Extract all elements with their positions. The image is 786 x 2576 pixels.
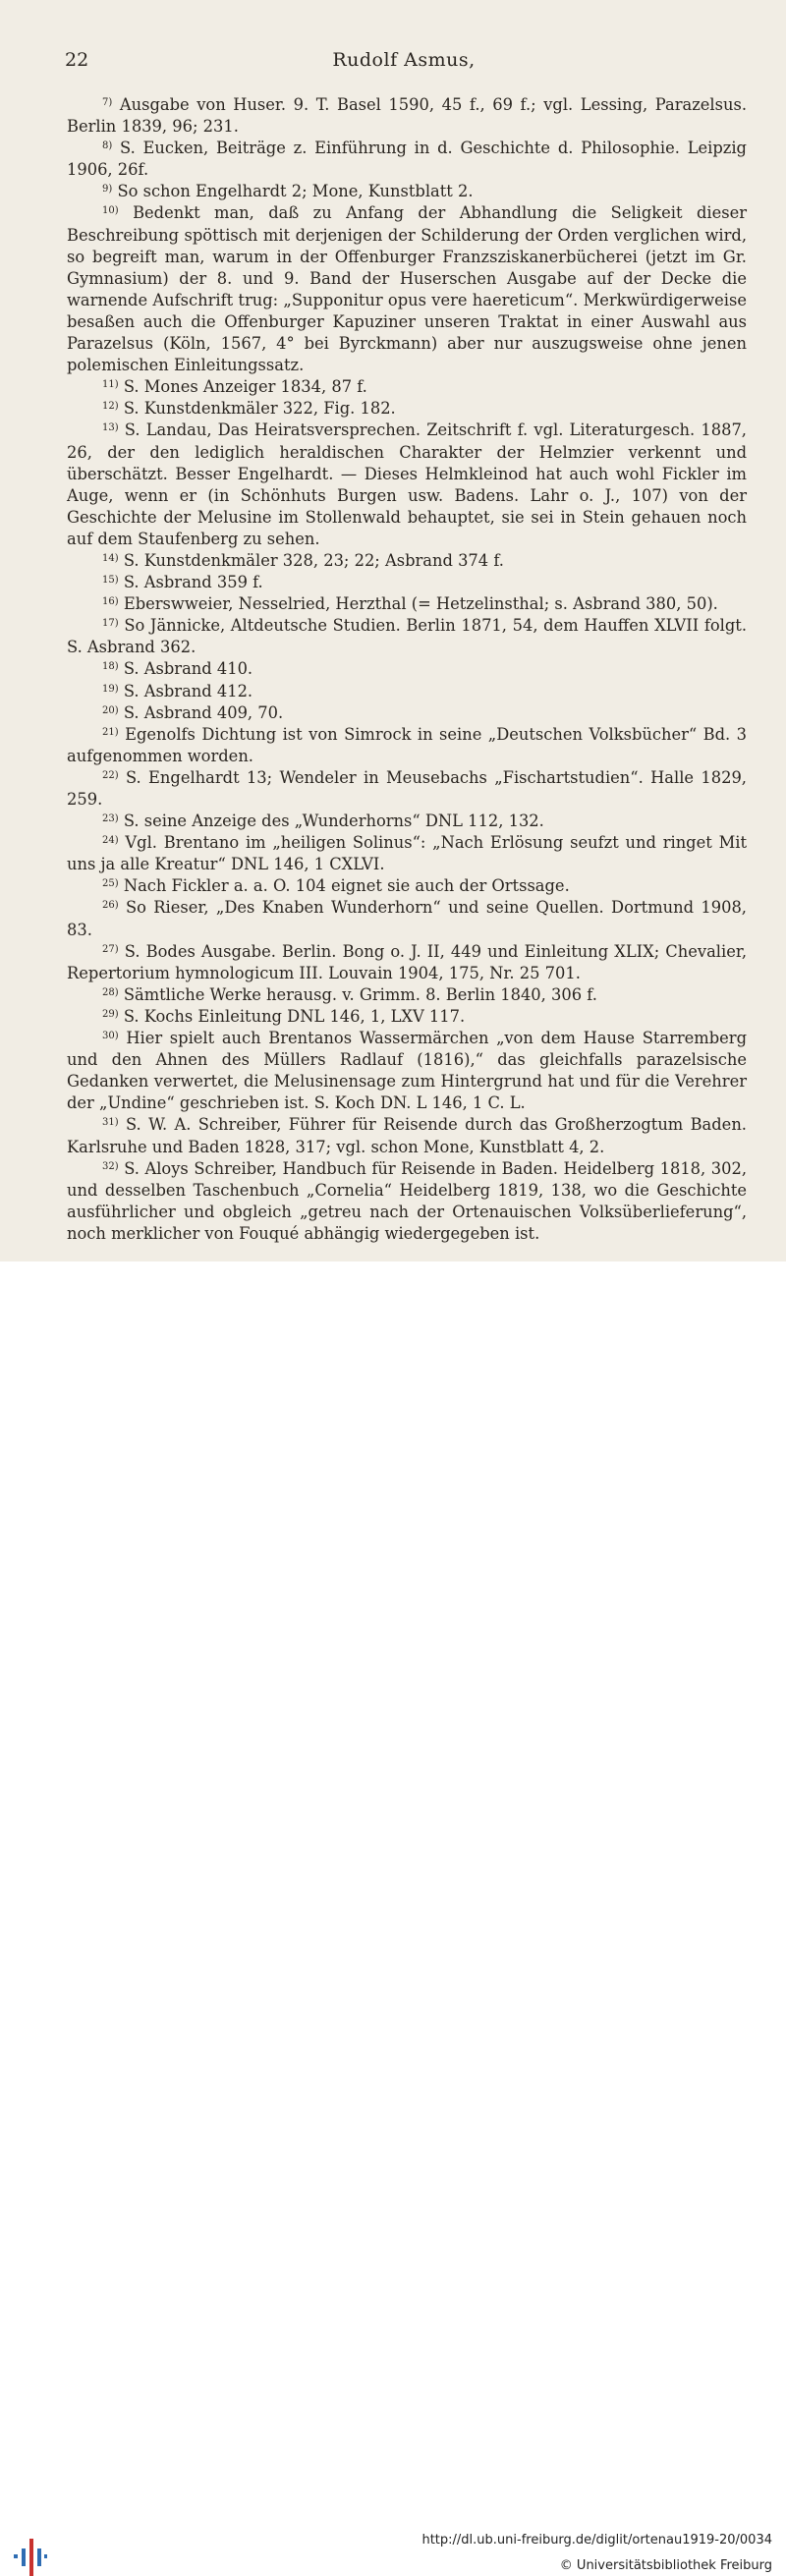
footnote-number: 21) <box>102 726 119 738</box>
footnote-text: S. Bodes Ausgabe. Berlin. Bong o. J. II, 449 und Einleitung XLIX; Chevalier, Repertorium hymnologicum III. Louvain 1904, 175, Nr. 25 701. <box>67 941 747 982</box>
footnote <box>67 550 747 572</box>
footnote-number: 23) <box>102 813 119 825</box>
footnote <box>67 897 747 940</box>
source-url[interactable]: http://dl.ub.uni-freiburg.de/diglit/ortenau1919-20/0034 <box>421 2533 772 2548</box>
footnote <box>67 984 747 1006</box>
footnote-text: S. Asbrand 359 f. <box>123 573 263 592</box>
scanned-page <box>0 0 786 1261</box>
footnote-number: 31) <box>102 1117 119 1129</box>
running-title: Rudolf Asmus, <box>332 49 476 71</box>
footnote <box>67 875 747 897</box>
footnote <box>67 1158 747 1245</box>
footnote-number: 12) <box>102 401 119 413</box>
footnote <box>67 702 747 724</box>
footnote-number: 25) <box>102 878 119 890</box>
footnote-text: Sämtliche Werke herausg. v. Grimm. 8. Berlin 1840, 306 f. <box>123 984 597 1004</box>
footnote-text: Egenolfs Dichtung ist von Simrock in seine „Deutschen Volksbücher“ Bd. 3 aufgenommen worden. <box>67 724 747 765</box>
footnote <box>67 398 747 420</box>
page-number: 22 <box>65 49 89 71</box>
footnotes <box>67 94 747 1245</box>
page-header <box>65 49 743 77</box>
footnote-number: 28) <box>102 986 119 998</box>
footnote-text: So Rieser, „Des Knaben Wunderhorn“ und seine Quellen. Dortmund 1908, 83. <box>67 898 747 939</box>
footnote-number: 9) <box>102 184 113 196</box>
footnote-text: So Jännicke, Altdeutsche Studien. Berlin 1871, 54, dem Hauffen XLVII folgt. S. Asbrand 362. <box>67 616 747 657</box>
footnote-text: S. Kunstdenkmäler 328, 23; 22; Asbrand 374 f. <box>123 550 504 570</box>
footnote-number: 32) <box>102 1160 119 1172</box>
footnote <box>67 202 747 376</box>
footnote <box>67 681 747 702</box>
footnote-number: 8) <box>102 140 113 152</box>
footnote-number: 18) <box>102 661 119 673</box>
footnote-text: S. Landau, Das Heiratsversprechen. Zeitschrift f. vgl. Literaturgesch. 1887, 26, der den lediglich heraldischen Charakter der Helmzier verkennt und überschätzt. Besser Engelhardt. — Dieses Helmkleinod hat auch wohl Fickler im Auge, wenn er (in Schönhuts Burgen usw. Badens. Lahr o. J., 107) von der Geschichte der Melusine im Stollenwald behauptet, sie sei in Stein gehauen noch auf dem Staufenberg zu sehen. <box>67 420 747 548</box>
footnote <box>67 593 747 615</box>
footnote-number: 29) <box>102 1008 119 1020</box>
footnote <box>67 1006 747 1028</box>
footnote-text: S. Mones Anzeiger 1834, 87 f. <box>123 377 367 397</box>
footnote <box>67 615 747 658</box>
footnote-text: S. Kunstdenkmäler 322, Fig. 182. <box>123 399 396 419</box>
viewer-footer <box>0 1261 786 2573</box>
footnote-number: 17) <box>102 618 119 630</box>
footnote-text: Ausgabe von Huser. 9. T. Basel 1590, 45 f., 69 f.; vgl. Lessing, Parazelsus. Berlin 1839, 96; 231. <box>67 95 747 137</box>
footnote-number: 15) <box>102 575 119 587</box>
footnote <box>67 420 747 550</box>
footnote <box>67 138 747 181</box>
footnote-text: Eberswweier, Nesselried, Herzthal (= Hetzelinsthal; s. Asbrand 380, 50). <box>123 594 718 614</box>
footnote-number: 27) <box>102 943 119 955</box>
footnote-text: Bedenkt man, daß zu Anfang der Abhandlung die Seligkeit dieser Beschreibung spöttisch mit derjenigen der Schilderung der Orden verglichen wird, so begreift man, warum in der Offenburger Franzsziskanerbücherei (jetzt im Gr. Gymnasium) der 8. und 9. Band der Huserschen Ausgabe auf der Decke die warnende Aufschrift trug: „Supponitur opus vere haereticum“. Merkwürdigerweise besaßen auch die Offenburger Kapuziner unseren Traktat in einer Auswahl aus Parazelsus (Köln, 1567, 4° bei Byrckmann) aber nur auszugsweise ohne jenen polemischen Einleitungssatz. <box>67 203 747 375</box>
footnote-number: 14) <box>102 552 119 564</box>
footnote-text: S. Asbrand 412. <box>123 681 253 700</box>
footnote-number: 20) <box>102 704 119 716</box>
footnote <box>67 1028 747 1114</box>
footnote-text: S. Asbrand 410. <box>123 659 253 679</box>
footnote-number: 7) <box>102 97 113 108</box>
footnote-number: 19) <box>102 683 119 695</box>
footnote <box>67 1114 747 1157</box>
footnote-text: S. seine Anzeige des „Wunderhorns“ DNL 112, 132. <box>123 812 544 831</box>
footnote <box>67 94 747 138</box>
footnote-number: 30) <box>102 1031 119 1042</box>
footnote-text: S. Asbrand 409, 70. <box>123 702 284 722</box>
footnote-text: So schon Engelhardt 2; Mone, Kunstblatt 2. <box>117 182 474 201</box>
footnote-number: 16) <box>102 596 119 608</box>
footnote-text: S. Engelhardt 13; Wendeler in Meusebachs „Fischartstudien“. Halle 1829, 259. <box>67 767 747 809</box>
footnote <box>67 376 747 398</box>
footnote <box>67 724 747 767</box>
footnote-text: S. W. A. Schreiber, Führer für Reisende durch das Großherzogtum Baden. Karlsruhe und Baden 1828, 317; vgl. schon Mone, Kunstblatt 4, 2. <box>67 1115 747 1156</box>
footnote <box>67 181 747 202</box>
copyright-notice: © Universitätsbibliothek Freiburg <box>559 2558 772 2573</box>
footnote-number: 24) <box>102 835 119 847</box>
footnote-text: Nach Fickler a. a. O. 104 eignet sie auch der Ortssage. <box>123 876 570 896</box>
footnote <box>67 941 747 984</box>
footnote-text: S. Aloys Schreiber, Handbuch für Reisende in Baden. Heidelberg 1818, 302, und desselben Taschenbuch „Cornelia“ Heidelberg 1819, 138, wo die Geschichte ausführlicher und obgleich „getreu nach der Ortenauischen Volksüberlieferung“, noch merklicher von Fouqué abhängig wiedergegeben ist. <box>67 1158 747 1243</box>
footnote-number: 22) <box>102 769 119 781</box>
footnote <box>67 572 747 593</box>
footnote <box>67 658 747 680</box>
library-logo-icon <box>14 2535 47 2576</box>
footnote-text: S. Kochs Einleitung DNL 146, 1, LXV 117. <box>123 1006 466 1026</box>
footnote-number: 10) <box>102 205 119 217</box>
footnote <box>67 811 747 832</box>
footnote-number: 11) <box>102 379 119 391</box>
footnote-text: S. Eucken, Beiträge z. Einführung in d. Geschichte d. Philosophie. Leipzig 1906, 26f. <box>67 139 747 180</box>
footnote <box>67 832 747 875</box>
footnote-text: Hier spielt auch Brentanos Wassermärchen „von dem Hause Starremberg und den Ahnen des Müllers Radlauf (1816),“ das gleichfalls parazelsische Gedanken verwertet, die Melusinensage zum Hintergrund hat und für die Verehrer der „Undine“ geschrieben ist. S. Koch DN. L 146, 1 C. L. <box>67 1029 747 1113</box>
footnote-number: 13) <box>102 422 119 434</box>
footnote-text: Vgl. Brentano im „heiligen Solinus“: „Nach Erlösung seufzt und ringet Mit uns ja alle Kreatur“ DNL 146, 1 CXLVI. <box>67 833 747 874</box>
footnote <box>67 767 747 811</box>
footnote-number: 26) <box>102 900 119 912</box>
